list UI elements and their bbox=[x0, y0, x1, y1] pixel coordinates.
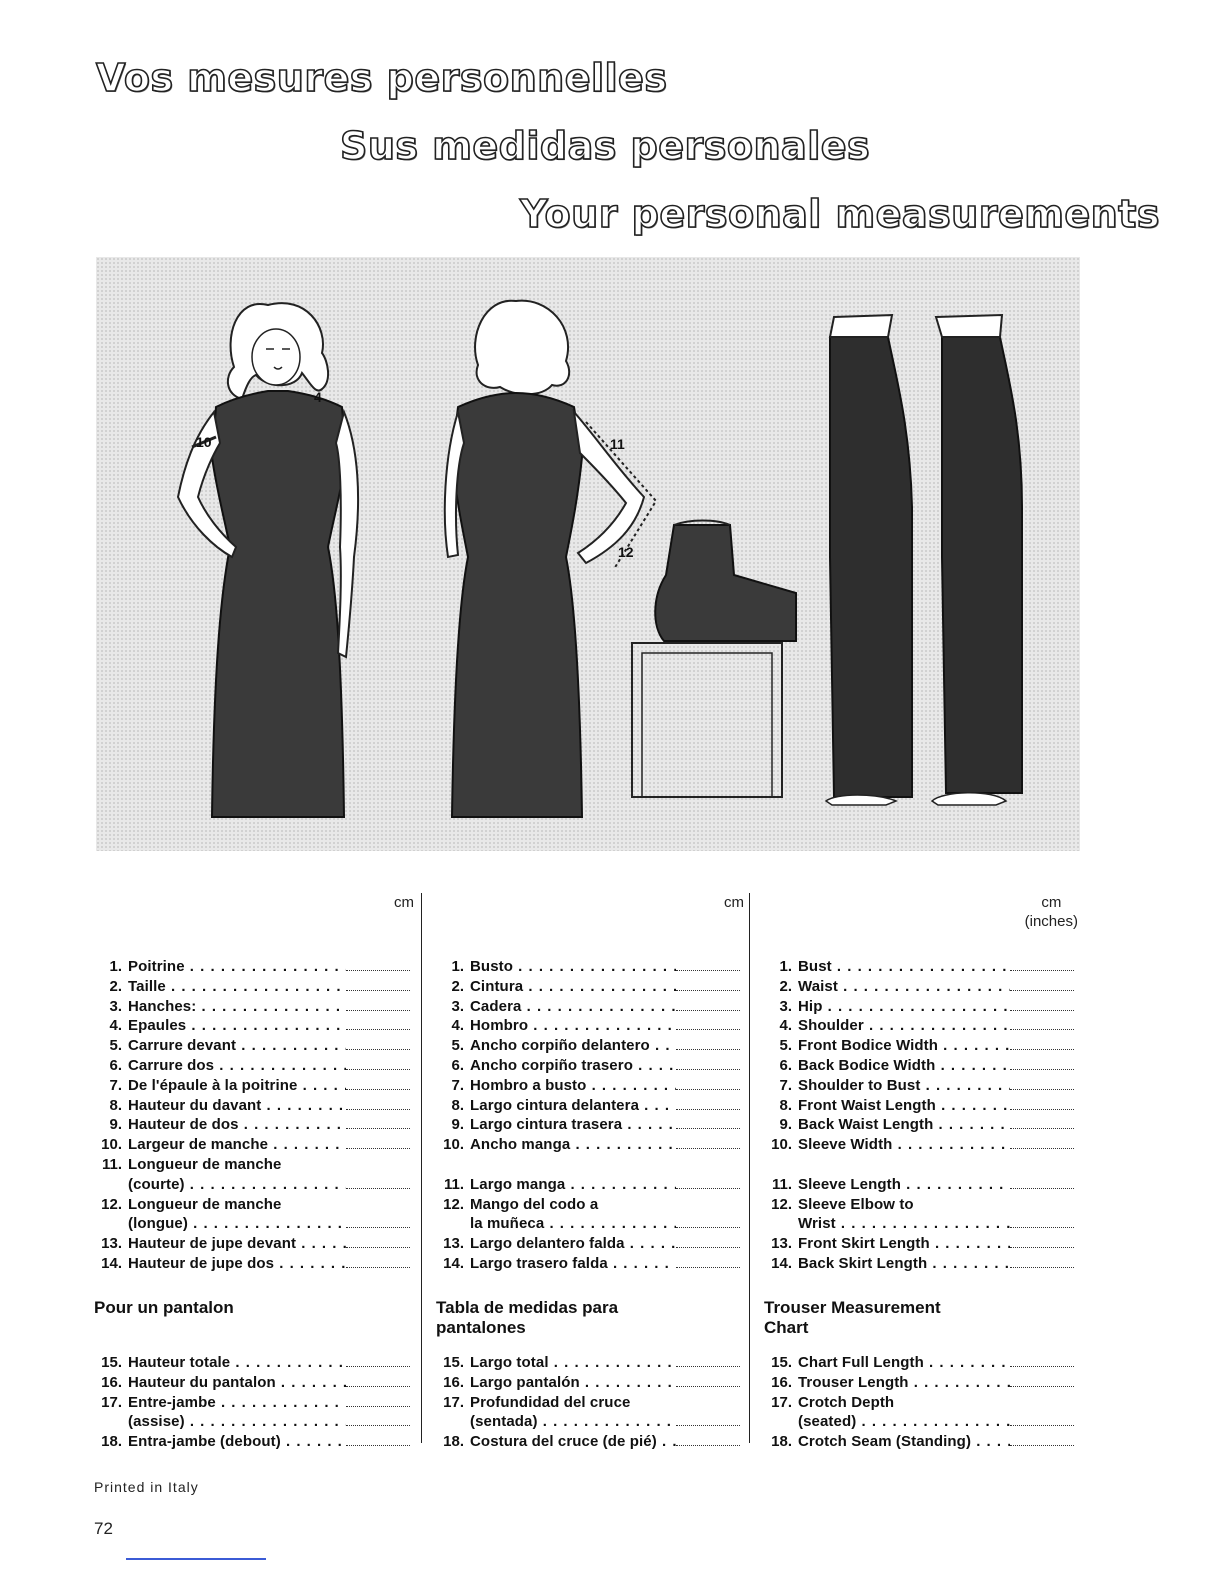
measurement-row bbox=[92, 1175, 418, 1195]
measurement-row bbox=[92, 1234, 418, 1254]
measurement-list bbox=[92, 1353, 418, 1452]
measurement-label: Longueur de manche bbox=[128, 1195, 282, 1213]
measurement-row bbox=[762, 1234, 1082, 1254]
measurement-blank bbox=[676, 1128, 740, 1129]
measurement-number: 17. bbox=[771, 1393, 792, 1411]
measurement-label: (courte) . . . bbox=[128, 1175, 346, 1195]
measurement-list bbox=[434, 1353, 748, 1452]
measurement-label: Hauteur de jupe dos . . . bbox=[128, 1254, 346, 1274]
measurement-label: Entra-jambe (debout) . . . bbox=[128, 1432, 346, 1452]
measurement-number: 6. bbox=[779, 1056, 792, 1074]
measurement-blank bbox=[676, 1089, 740, 1090]
measurement-number: 6. bbox=[451, 1056, 464, 1074]
measurement-label: Epaules . . . bbox=[128, 1016, 346, 1036]
measurement-number: 7. bbox=[451, 1076, 464, 1094]
column-french bbox=[92, 893, 418, 1451]
measurement-row bbox=[92, 1115, 418, 1135]
measurement-label: Costura del cruce (de pié) . . . bbox=[470, 1432, 676, 1452]
measurement-number: 7. bbox=[109, 1076, 122, 1094]
measurement-blank bbox=[346, 1386, 410, 1387]
unit-label: (inches) bbox=[1024, 913, 1078, 930]
measurement-blank bbox=[1010, 1010, 1074, 1011]
measurement-row bbox=[762, 1115, 1082, 1135]
measurement-blank bbox=[346, 1445, 410, 1446]
measurement-number: 8. bbox=[451, 1096, 464, 1114]
measurement-row bbox=[762, 1195, 1082, 1215]
measurement-label: Sleeve Length . . . bbox=[798, 1175, 1010, 1195]
measurement-label: Wrist . . . bbox=[798, 1214, 1010, 1234]
measurement-blank bbox=[346, 1109, 410, 1110]
label-12: 12 bbox=[618, 544, 634, 560]
measurement-blank bbox=[346, 1069, 410, 1070]
measurement-row bbox=[92, 977, 418, 997]
measurement-label: Largo manga . . . bbox=[470, 1175, 676, 1195]
measurement-number: 13. bbox=[771, 1235, 792, 1253]
measurement-label: Carrure devant . . . bbox=[128, 1036, 346, 1056]
measurement-label: Entre-jambe . . . bbox=[128, 1393, 346, 1413]
measurement-number: 13. bbox=[443, 1235, 464, 1253]
subheading-line: Trouser Measurement bbox=[764, 1298, 941, 1317]
measurement-label: Bust . . . bbox=[798, 957, 1010, 977]
measurement-number: 9. bbox=[109, 1116, 122, 1134]
measurement-row bbox=[434, 1175, 748, 1195]
measurement-row bbox=[92, 1036, 418, 1056]
trouser-subheading bbox=[94, 1298, 234, 1318]
measurement-row bbox=[762, 1155, 1082, 1175]
measurement-label: Largo total . . . bbox=[470, 1353, 676, 1373]
measurement-row bbox=[434, 997, 748, 1017]
measurement-label: (longue) . . . bbox=[128, 1214, 346, 1234]
measurement-label: Trouser Length . . . bbox=[798, 1373, 1010, 1393]
measurement-number: 15. bbox=[101, 1354, 122, 1371]
measurement-number: 14. bbox=[443, 1254, 464, 1272]
measurement-row bbox=[434, 1373, 748, 1393]
measurement-row bbox=[92, 1412, 418, 1432]
measurement-row bbox=[434, 1076, 748, 1096]
label-4: 4 bbox=[314, 389, 322, 405]
measurement-row bbox=[434, 957, 748, 977]
measurement-row bbox=[92, 1432, 418, 1452]
measurement-row bbox=[762, 997, 1082, 1017]
measurement-row bbox=[762, 1056, 1082, 1076]
measurement-row bbox=[762, 1036, 1082, 1056]
trouser-figures bbox=[826, 315, 1022, 805]
measurement-row bbox=[434, 1115, 748, 1135]
measurement-number: 16. bbox=[443, 1373, 464, 1391]
measurement-row bbox=[434, 1155, 748, 1175]
measurement-blank bbox=[676, 970, 740, 971]
measurement-row bbox=[92, 1096, 418, 1116]
measurement-row bbox=[92, 1353, 418, 1373]
measurement-number: 17. bbox=[101, 1393, 122, 1411]
measurement-blank bbox=[676, 1010, 740, 1011]
measurement-label: la muñeca . . . bbox=[470, 1214, 676, 1234]
measurement-blank bbox=[1010, 1227, 1074, 1228]
measurement-row bbox=[92, 1056, 418, 1076]
measurement-row bbox=[434, 1096, 748, 1116]
unit-header bbox=[724, 893, 744, 912]
measurement-row bbox=[434, 1393, 748, 1413]
measurement-list bbox=[762, 957, 1082, 1274]
measurement-number: 1. bbox=[109, 958, 122, 975]
measurement-row bbox=[762, 957, 1082, 977]
measurement-label: Chart Full Length . . . bbox=[798, 1353, 1010, 1373]
page-number: 72 bbox=[94, 1519, 113, 1538]
measurement-row bbox=[434, 1056, 748, 1076]
label-11: 11 bbox=[610, 436, 625, 452]
measurement-blank bbox=[1010, 1089, 1074, 1090]
measurement-row bbox=[762, 1135, 1082, 1155]
measurement-blank bbox=[1010, 1366, 1074, 1367]
measurement-blank bbox=[676, 990, 740, 991]
measurement-number: 11. bbox=[101, 1155, 122, 1173]
measurement-label: Largo delantero falda . . . bbox=[470, 1234, 676, 1254]
measurement-row bbox=[434, 1135, 748, 1155]
measurement-number: 13. bbox=[101, 1235, 122, 1253]
measurement-label: Hauteur du pantalon . . . bbox=[128, 1373, 346, 1393]
back-figure bbox=[445, 301, 656, 817]
measurement-row bbox=[762, 1432, 1082, 1452]
measurement-number: 5. bbox=[451, 1037, 464, 1055]
measurement-label: Largeur de manche . . . bbox=[128, 1135, 346, 1155]
measurement-blank bbox=[676, 1109, 740, 1110]
measurement-blank bbox=[676, 1366, 740, 1367]
measurement-blank bbox=[346, 1366, 410, 1367]
measurement-label: Hanches: . . . bbox=[128, 997, 346, 1017]
measurement-label: Hombro a busto . . . bbox=[470, 1076, 676, 1096]
measurement-row bbox=[434, 1036, 748, 1056]
measurement-number: 12. bbox=[771, 1195, 792, 1213]
measurement-number: 10. bbox=[101, 1136, 122, 1154]
column-spanish bbox=[434, 893, 748, 1451]
measurement-label: Cadera . . . bbox=[470, 997, 676, 1017]
measurement-label: Hauteur totale . . . bbox=[128, 1353, 346, 1373]
measurement-number: 2. bbox=[779, 977, 792, 995]
measurement-blank bbox=[346, 1049, 410, 1050]
measurement-label: Hauteur de jupe devant . . . bbox=[128, 1234, 346, 1254]
measurement-blank bbox=[676, 1148, 740, 1149]
measurement-label: Ancho corpiño delantero . . . bbox=[470, 1036, 676, 1056]
measurement-blank bbox=[676, 1029, 740, 1030]
measurement-row bbox=[434, 1234, 748, 1254]
printed-in-note: Printed in Italy bbox=[94, 1479, 199, 1495]
measurement-blank bbox=[676, 1188, 740, 1189]
measurement-blank bbox=[676, 1267, 740, 1268]
measurement-number: 14. bbox=[101, 1254, 122, 1272]
measurement-number: 4. bbox=[109, 1017, 122, 1035]
measurement-label: Back Waist Length . . . bbox=[798, 1115, 1010, 1135]
measurement-blank bbox=[1010, 990, 1074, 991]
column-divider-1 bbox=[421, 893, 422, 1443]
measurement-blank bbox=[346, 1089, 410, 1090]
measurement-row bbox=[762, 1175, 1082, 1195]
title-english: Your personal measurements bbox=[520, 192, 1160, 236]
measurement-row bbox=[434, 1432, 748, 1452]
measurement-blank bbox=[676, 1049, 740, 1050]
measurement-number: 16. bbox=[771, 1373, 792, 1391]
subheading-line: Chart bbox=[764, 1318, 809, 1337]
measurement-label: Crotch Seam (Standing) . . . bbox=[798, 1432, 1010, 1452]
measurement-label: Back Skirt Length . . . bbox=[798, 1254, 1010, 1274]
measurement-row bbox=[92, 997, 418, 1017]
measurement-blank bbox=[1010, 1188, 1074, 1189]
measurement-label: Back Bodice Width . . . bbox=[798, 1056, 1010, 1076]
measurement-row bbox=[762, 1016, 1082, 1036]
measurement-label: Longueur de manche bbox=[128, 1155, 282, 1173]
measurement-blank bbox=[346, 1188, 410, 1189]
measurement-number: 8. bbox=[109, 1096, 122, 1114]
measurement-blank bbox=[1010, 1247, 1074, 1248]
measurement-row bbox=[762, 1373, 1082, 1393]
seated-figure bbox=[632, 521, 796, 798]
measurement-label: Hip . . . bbox=[798, 997, 1010, 1017]
measurement-row bbox=[434, 1254, 748, 1274]
measurement-blank bbox=[346, 1227, 410, 1228]
measurement-row bbox=[92, 1016, 418, 1036]
measurement-label: Carrure dos . . . bbox=[128, 1056, 346, 1076]
measurement-blank bbox=[346, 1029, 410, 1030]
measurement-label: Crotch Depth bbox=[798, 1393, 895, 1411]
measurement-label: Sleeve Width . . . bbox=[798, 1135, 1010, 1155]
measurement-number: 18. bbox=[101, 1433, 122, 1451]
measurement-number: 5. bbox=[779, 1037, 792, 1055]
title-french: Vos mesures personnelles bbox=[96, 56, 668, 100]
measurement-number: 14. bbox=[771, 1254, 792, 1272]
measurement-label: Waist . . . bbox=[798, 977, 1010, 997]
measurement-number: 15. bbox=[443, 1354, 464, 1371]
measurement-number: 10. bbox=[771, 1136, 792, 1154]
measurement-blank bbox=[1010, 1425, 1074, 1426]
measurement-row bbox=[762, 1254, 1082, 1274]
measurement-row bbox=[92, 1373, 418, 1393]
figures-drawing bbox=[96, 257, 1080, 851]
measurement-label: (assise) . . . bbox=[128, 1412, 346, 1432]
measurement-number: 4. bbox=[451, 1017, 464, 1035]
measurement-label: Largo cintura trasera . . . bbox=[470, 1115, 676, 1135]
measurement-row bbox=[434, 977, 748, 997]
measurement-blank bbox=[346, 990, 410, 991]
unit-label: cm bbox=[394, 894, 414, 911]
measurement-number: 1. bbox=[451, 958, 464, 975]
measurement-label: Taille . . . bbox=[128, 977, 346, 997]
measurement-row bbox=[92, 1076, 418, 1096]
measurement-blank bbox=[346, 1406, 410, 1407]
measurement-label: Sleeve Elbow to bbox=[798, 1195, 914, 1213]
measurement-number: 10. bbox=[443, 1136, 464, 1154]
measurement-row bbox=[434, 1353, 748, 1373]
measurement-blank bbox=[1010, 1069, 1074, 1070]
measurement-blank bbox=[1010, 1445, 1074, 1446]
subheading-line: Pour un pantalon bbox=[94, 1298, 234, 1317]
measurement-blank bbox=[346, 1148, 410, 1149]
measurement-row bbox=[762, 1096, 1082, 1116]
measurement-number: 15. bbox=[771, 1354, 792, 1371]
measurement-blank bbox=[346, 1010, 410, 1011]
measurement-blank bbox=[346, 1247, 410, 1248]
measurement-blank bbox=[1010, 1109, 1074, 1110]
measurement-row bbox=[434, 1412, 748, 1432]
measurement-label: Hauteur du davant . . . bbox=[128, 1096, 346, 1116]
measurement-row bbox=[762, 1076, 1082, 1096]
measurement-number: 9. bbox=[779, 1116, 792, 1134]
measurement-label: Front Skirt Length . . . bbox=[798, 1234, 1010, 1254]
measurement-label: Front Bodice Width . . . bbox=[798, 1036, 1010, 1056]
measurement-row bbox=[92, 1214, 418, 1234]
measurement-blank bbox=[676, 1425, 740, 1426]
measurement-row bbox=[434, 1016, 748, 1036]
column-english bbox=[762, 893, 1082, 1451]
measurement-blank bbox=[1010, 1029, 1074, 1030]
measurement-number: 6. bbox=[109, 1056, 122, 1074]
measurement-row bbox=[434, 1214, 748, 1234]
measurement-label: Hombro . . . bbox=[470, 1016, 676, 1036]
measurement-list bbox=[434, 957, 748, 1274]
measurement-row bbox=[762, 1214, 1082, 1234]
measurement-number: 9. bbox=[451, 1116, 464, 1134]
measurement-blank bbox=[1010, 1049, 1074, 1050]
measurement-row bbox=[92, 1195, 418, 1215]
measurement-row bbox=[92, 957, 418, 977]
measurement-blank bbox=[676, 1386, 740, 1387]
measurement-number: 16. bbox=[101, 1373, 122, 1391]
measurement-blank bbox=[676, 1247, 740, 1248]
subheading-line: Tabla de medidas para bbox=[436, 1298, 619, 1317]
measurement-number: 4. bbox=[779, 1017, 792, 1035]
measurement-number: 18. bbox=[443, 1433, 464, 1451]
measurement-number: 1. bbox=[779, 958, 792, 975]
measurement-number: 12. bbox=[101, 1195, 122, 1213]
measurement-label: De l'épaule à la poitrine . . . bbox=[128, 1076, 346, 1096]
measurement-blank bbox=[346, 1267, 410, 1268]
measurement-row bbox=[92, 1135, 418, 1155]
measurement-row bbox=[92, 1155, 418, 1175]
measurement-row bbox=[762, 977, 1082, 997]
measurement-blank bbox=[1010, 1128, 1074, 1129]
measurement-number: 8. bbox=[779, 1096, 792, 1114]
measurement-label: Mango del codo a bbox=[470, 1195, 599, 1213]
measurement-number: 5. bbox=[109, 1037, 122, 1055]
unit-label: cm bbox=[724, 894, 744, 911]
measurement-row bbox=[434, 1195, 748, 1215]
measurement-label: Largo cintura delantera . . . bbox=[470, 1096, 676, 1116]
measurement-number: 11. bbox=[771, 1175, 792, 1193]
measurement-label: Ancho manga . . . bbox=[470, 1135, 676, 1155]
measurement-blank bbox=[1010, 1386, 1074, 1387]
measurement-blank bbox=[346, 1128, 410, 1129]
footer-rule bbox=[126, 1558, 266, 1560]
unit-header bbox=[394, 893, 414, 912]
measurement-blank bbox=[676, 1069, 740, 1070]
measurement-number: 11. bbox=[443, 1175, 464, 1193]
measurement-blank bbox=[1010, 1267, 1074, 1268]
measurement-label: (sentada) . . . bbox=[470, 1412, 676, 1432]
subheading-line: pantalones bbox=[436, 1318, 526, 1337]
measurement-label: Busto . . . bbox=[470, 957, 676, 977]
unit-label: cm bbox=[1041, 894, 1062, 911]
measurement-blank bbox=[1010, 1148, 1074, 1149]
measurement-list bbox=[92, 957, 418, 1274]
measurement-blank bbox=[1010, 970, 1074, 971]
measurement-row bbox=[762, 1412, 1082, 1432]
measurement-label: Profundidad del cruce bbox=[470, 1393, 631, 1411]
measurement-blank bbox=[676, 1445, 740, 1446]
trouser-subheading bbox=[764, 1298, 941, 1338]
measurement-label: Hauteur de dos . . . bbox=[128, 1115, 346, 1135]
unit-header bbox=[1025, 893, 1078, 931]
measurement-list bbox=[762, 1353, 1082, 1452]
measurement-number: 7. bbox=[779, 1076, 792, 1094]
measurement-label: Front Waist Length . . . bbox=[798, 1096, 1010, 1116]
measurement-row bbox=[92, 1254, 418, 1274]
measurement-number: 3. bbox=[109, 997, 122, 1015]
measurement-label: Poitrine . . . bbox=[128, 957, 346, 977]
measurement-blank bbox=[676, 1227, 740, 1228]
measurement-label: Ancho corpiño trasero . . . bbox=[470, 1056, 676, 1076]
measurement-number: 18. bbox=[771, 1433, 792, 1451]
measurement-number: 3. bbox=[451, 997, 464, 1015]
measurement-number: 17. bbox=[443, 1393, 464, 1411]
measurement-label: Largo pantalón . . . bbox=[470, 1373, 676, 1393]
measurement-label: Shoulder to Bust . . . bbox=[798, 1076, 1010, 1096]
label-10: 10 bbox=[196, 434, 212, 450]
measurement-blank bbox=[346, 1425, 410, 1426]
measurement-number: 2. bbox=[109, 977, 122, 995]
measurement-row bbox=[762, 1353, 1082, 1373]
measurement-label: Cintura . . . bbox=[470, 977, 676, 997]
measurement-number: 3. bbox=[779, 997, 792, 1015]
title-spanish: Sus medidas personales bbox=[340, 124, 871, 168]
measurement-label: (seated) . . . bbox=[798, 1412, 1010, 1432]
measurement-label: Shoulder . . . bbox=[798, 1016, 1010, 1036]
measurement-illustration bbox=[96, 257, 1080, 851]
measurement-label: Largo trasero falda . . . bbox=[470, 1254, 676, 1274]
measurement-row bbox=[92, 1393, 418, 1413]
measurement-number: 12. bbox=[443, 1195, 464, 1213]
measurement-number: 2. bbox=[451, 977, 464, 995]
front-figure bbox=[178, 303, 358, 817]
column-divider-2 bbox=[749, 893, 750, 1443]
measurement-blank bbox=[346, 970, 410, 971]
trouser-subheading bbox=[436, 1298, 618, 1338]
measurement-row bbox=[762, 1393, 1082, 1413]
